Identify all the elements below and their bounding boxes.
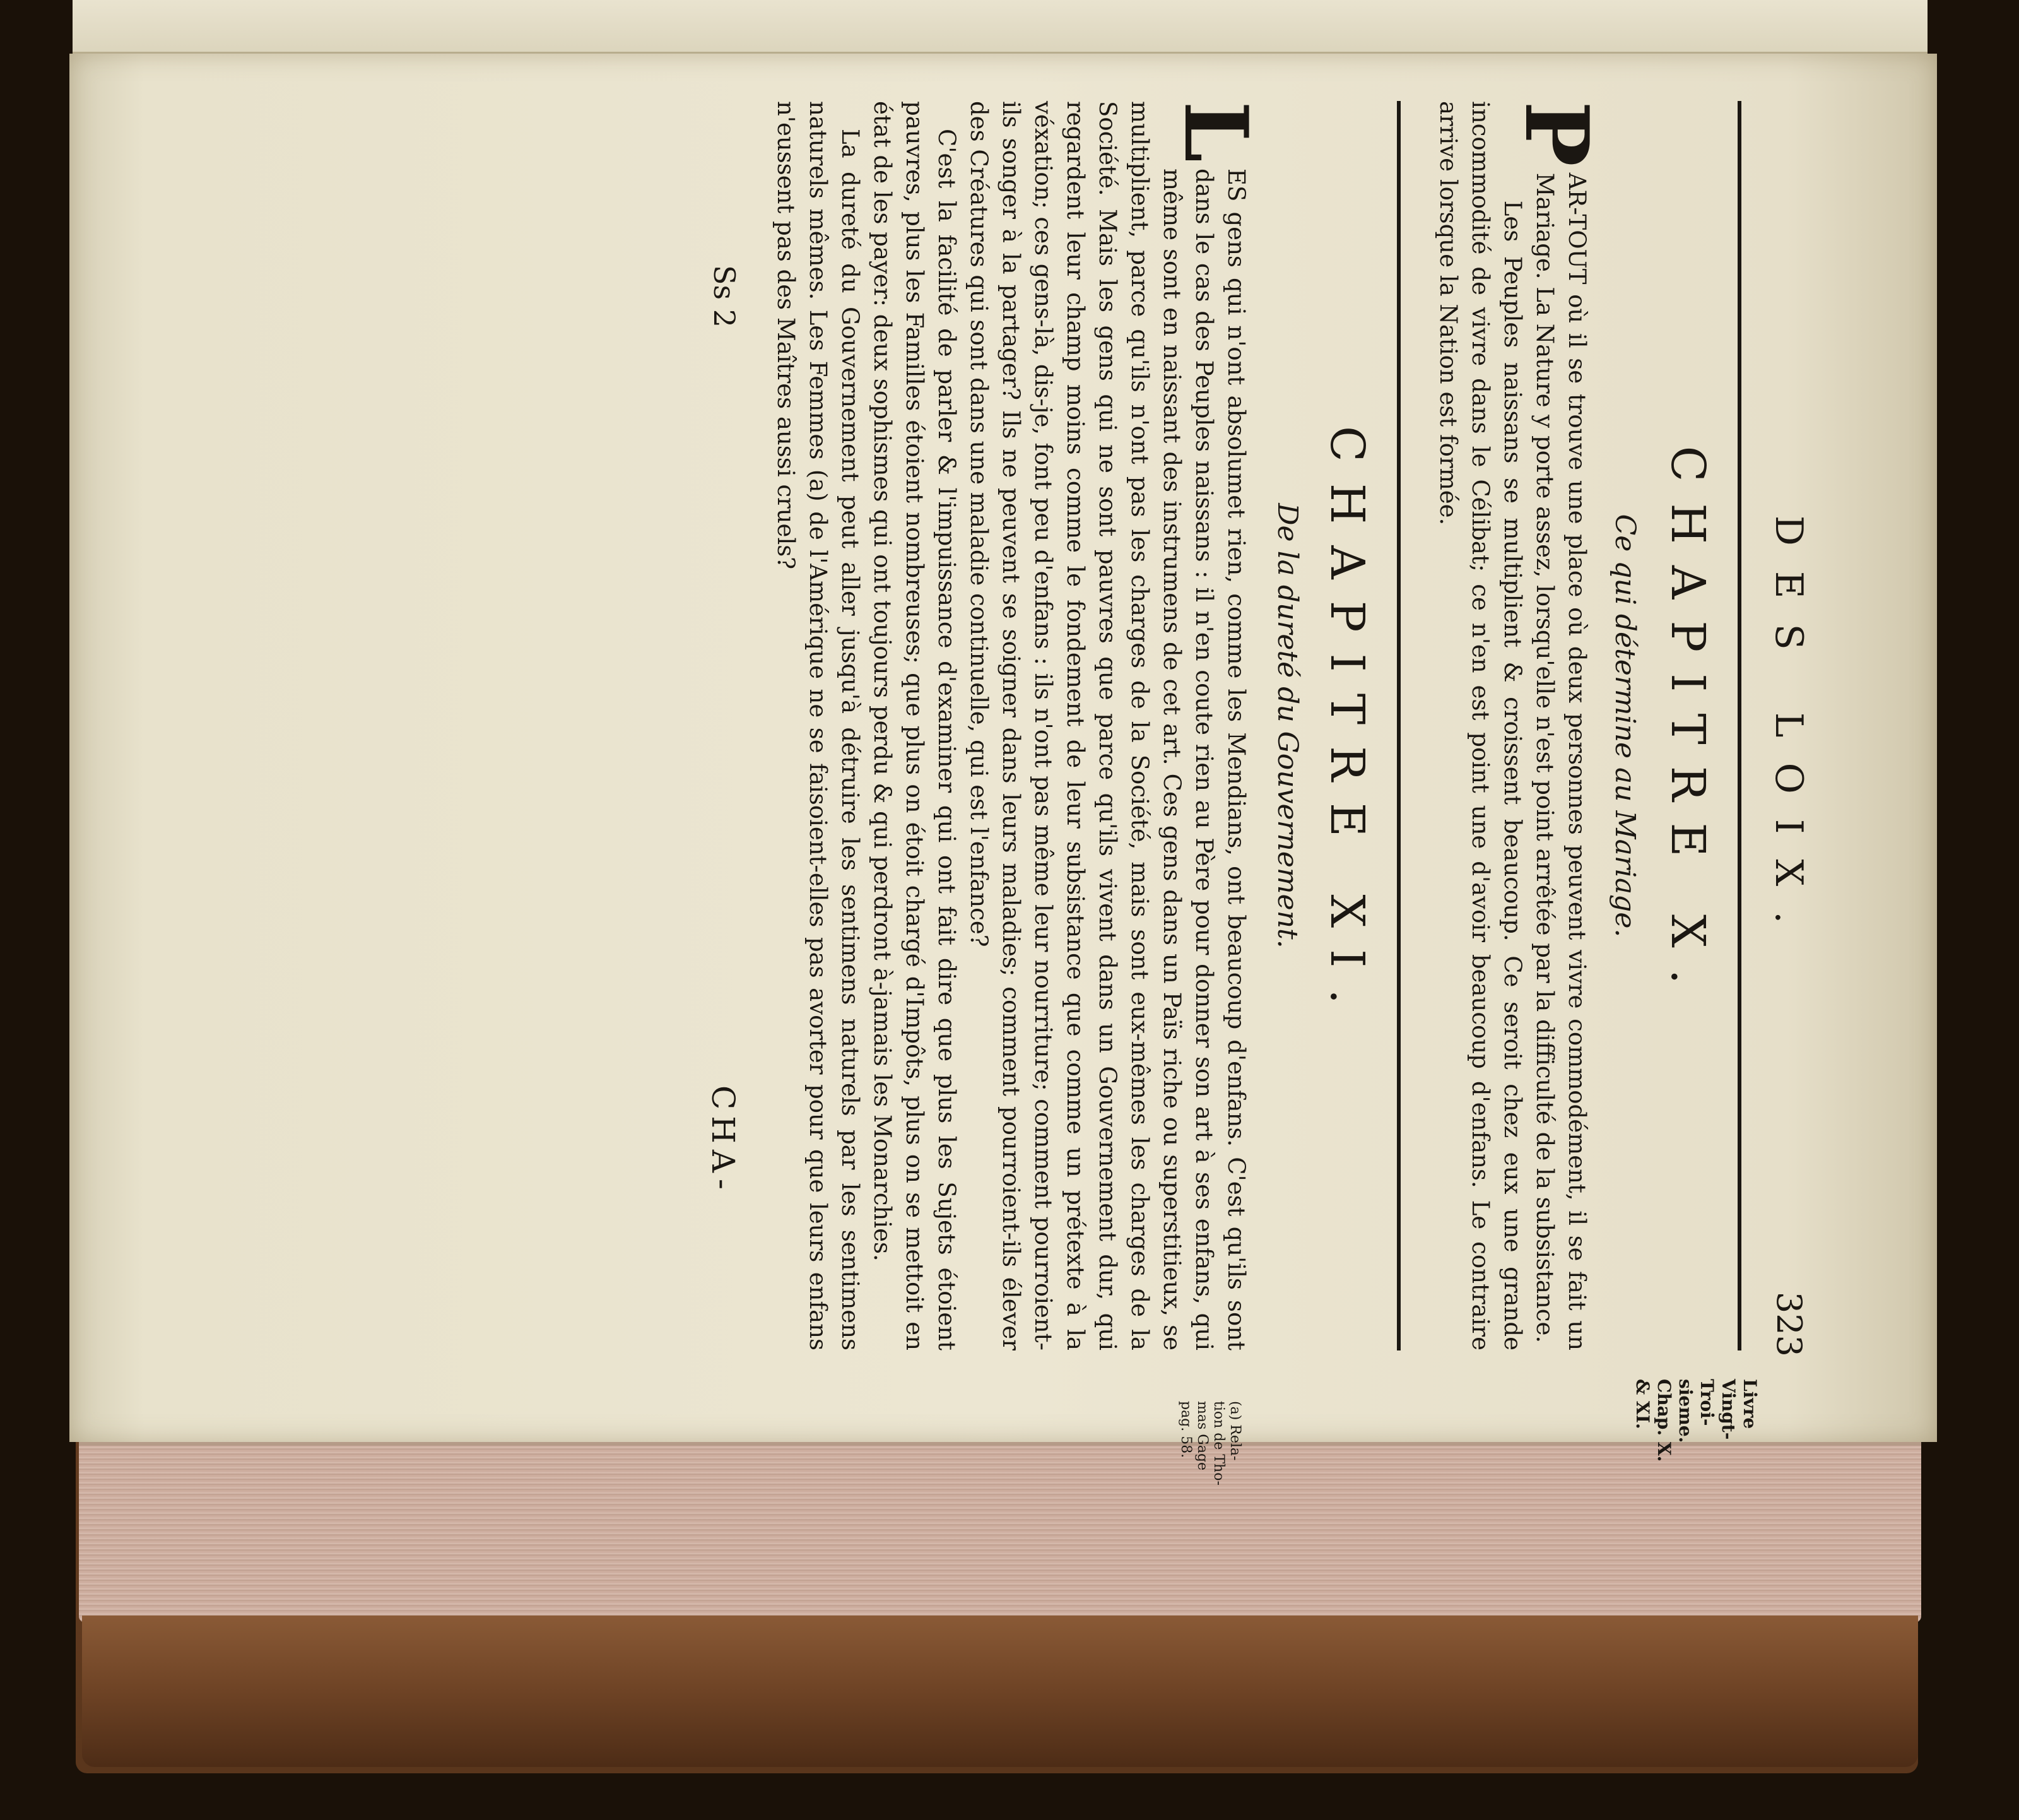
signature-mark: Ss 2 — [707, 265, 741, 328]
previous-page-edge — [73, 0, 1928, 54]
footnote — [1177, 1401, 1243, 1515]
chapter-xi-text — [770, 101, 1268, 1350]
catchword: CHA- — [705, 1085, 741, 1196]
chapter-xi-subtitle: De la dureté du Gouvernement. — [1271, 503, 1304, 948]
printed-text-block — [158, 101, 1811, 1486]
drop-cap: L — [1165, 101, 1268, 163]
chapter-x-title: CHAPITRE X. — [1661, 446, 1715, 1006]
chapter-rule — [1397, 101, 1401, 1350]
drop-cap: P — [1505, 101, 1608, 167]
footnote-line: mas Gage — [1194, 1401, 1210, 1471]
chapter-xi-title: CHAPITRE XI. — [1320, 426, 1374, 1025]
running-title: DES LOIX. — [1767, 515, 1811, 949]
page-number: 323 — [1769, 1291, 1809, 1357]
chapter-x-paragraph: Les Peuples naissans se multiplient & croissent beaucoup. Ce seroit chez eux une grande incommodité de vivre dans le Célibat; ce n'en est point une d'avoir beaucoup d'enfans. Le contraire arrive lorsque la Nation est formée. — [1435, 101, 1526, 1350]
margin-note-line: Livre — [1739, 1379, 1760, 1429]
chapter-xi-paragraph: C'est la facilité de parler & l'impuissance d'examiner qui ont fait dire que plus les Sujets étoient pauvres, plus les Familles étoient nombreuses; que plus on étoit chargé d'Impôts, plus on se mettoit en état de les payer: deux sophismes qui ont toujours perdu & qui perdront à-jamais les Monarchies. — [869, 101, 960, 1350]
leather-cover — [82, 1616, 1918, 1767]
chapter-xi-paragraph: La dureté du Gouvernement peut aller jusqu'à détruire les sentimens naturels par les sentimens naturels mêmes. Les Femmes (a) de l'Amérique ne se faisoient-elles pas avorter pour que leurs enfans n'eussent pas des Maîtres aussi cruels? — [772, 101, 864, 1350]
margin-note-line: & XI. — [1632, 1379, 1653, 1429]
running-head — [1767, 101, 1811, 1363]
margin-note-line: Chap. X. — [1654, 1379, 1675, 1462]
chapter-x-text — [1432, 101, 1608, 1350]
chapter-x-subtitle: Ce qui détermine au Mariage. — [1609, 514, 1641, 938]
margin-note-line: sieme. — [1675, 1379, 1696, 1443]
chapter-xi-paragraph — [963, 101, 1268, 1350]
chapter-xi-paragraph-text: ES gens qui n'ont absolumet rien, comme les Mendians, ont beaucoup d'enfans. C'est qu'ils sont dans le cas des Peuples naissans : il n'en coute rien au Père pour donner son art à ses enfans, qui même sont en naissant des instrumens de cet art. Ces gens dans un Païs riche ou superstitieux, se multiplient, parce qu'ils n'ont pas les charges de la Société, mais sont eux-mêmes les charges de la Société. Mais les gens qui ne sont pauvres que parce qu'ils vivent dans un Gouvernement dur, qui regardent leur champ moins comme le fondement de leur subsistance que comme un prétexte à la véxation; ces gens-là, dis-je, font peu d'enfans : ils n'ont pas même leur nourriture; comment pourroient-ils songer à la partager? Ils ne peuvent se soigner dans leurs maladies; comment pourroient-ils élever des Créatures qui sont dans une maladie continuelle, qui est l'enfance? — [965, 101, 1250, 1350]
footnote-line: tion de Tho- — [1211, 1401, 1227, 1486]
footnote-line: pag. 58. — [1178, 1401, 1194, 1458]
footnote-line: (a) Rela- — [1227, 1401, 1243, 1461]
chapter-rule — [1738, 101, 1741, 1350]
chapter-x-paragraph — [1505, 101, 1608, 1350]
chapter-x-paragraph-text: AR-TOUT où il se trouve une place où deux personnes peuvent vivre commodément, il se fait un Mariage. La Nature y porte assez, lorsqu'elle n'est point arrêtée par la difficulté de la subsistance. — [1531, 172, 1591, 1350]
margin-note-line: Troi- — [1697, 1379, 1717, 1426]
margin-note — [1632, 1379, 1760, 1524]
margin-note-line: Vingt- — [1718, 1379, 1739, 1440]
